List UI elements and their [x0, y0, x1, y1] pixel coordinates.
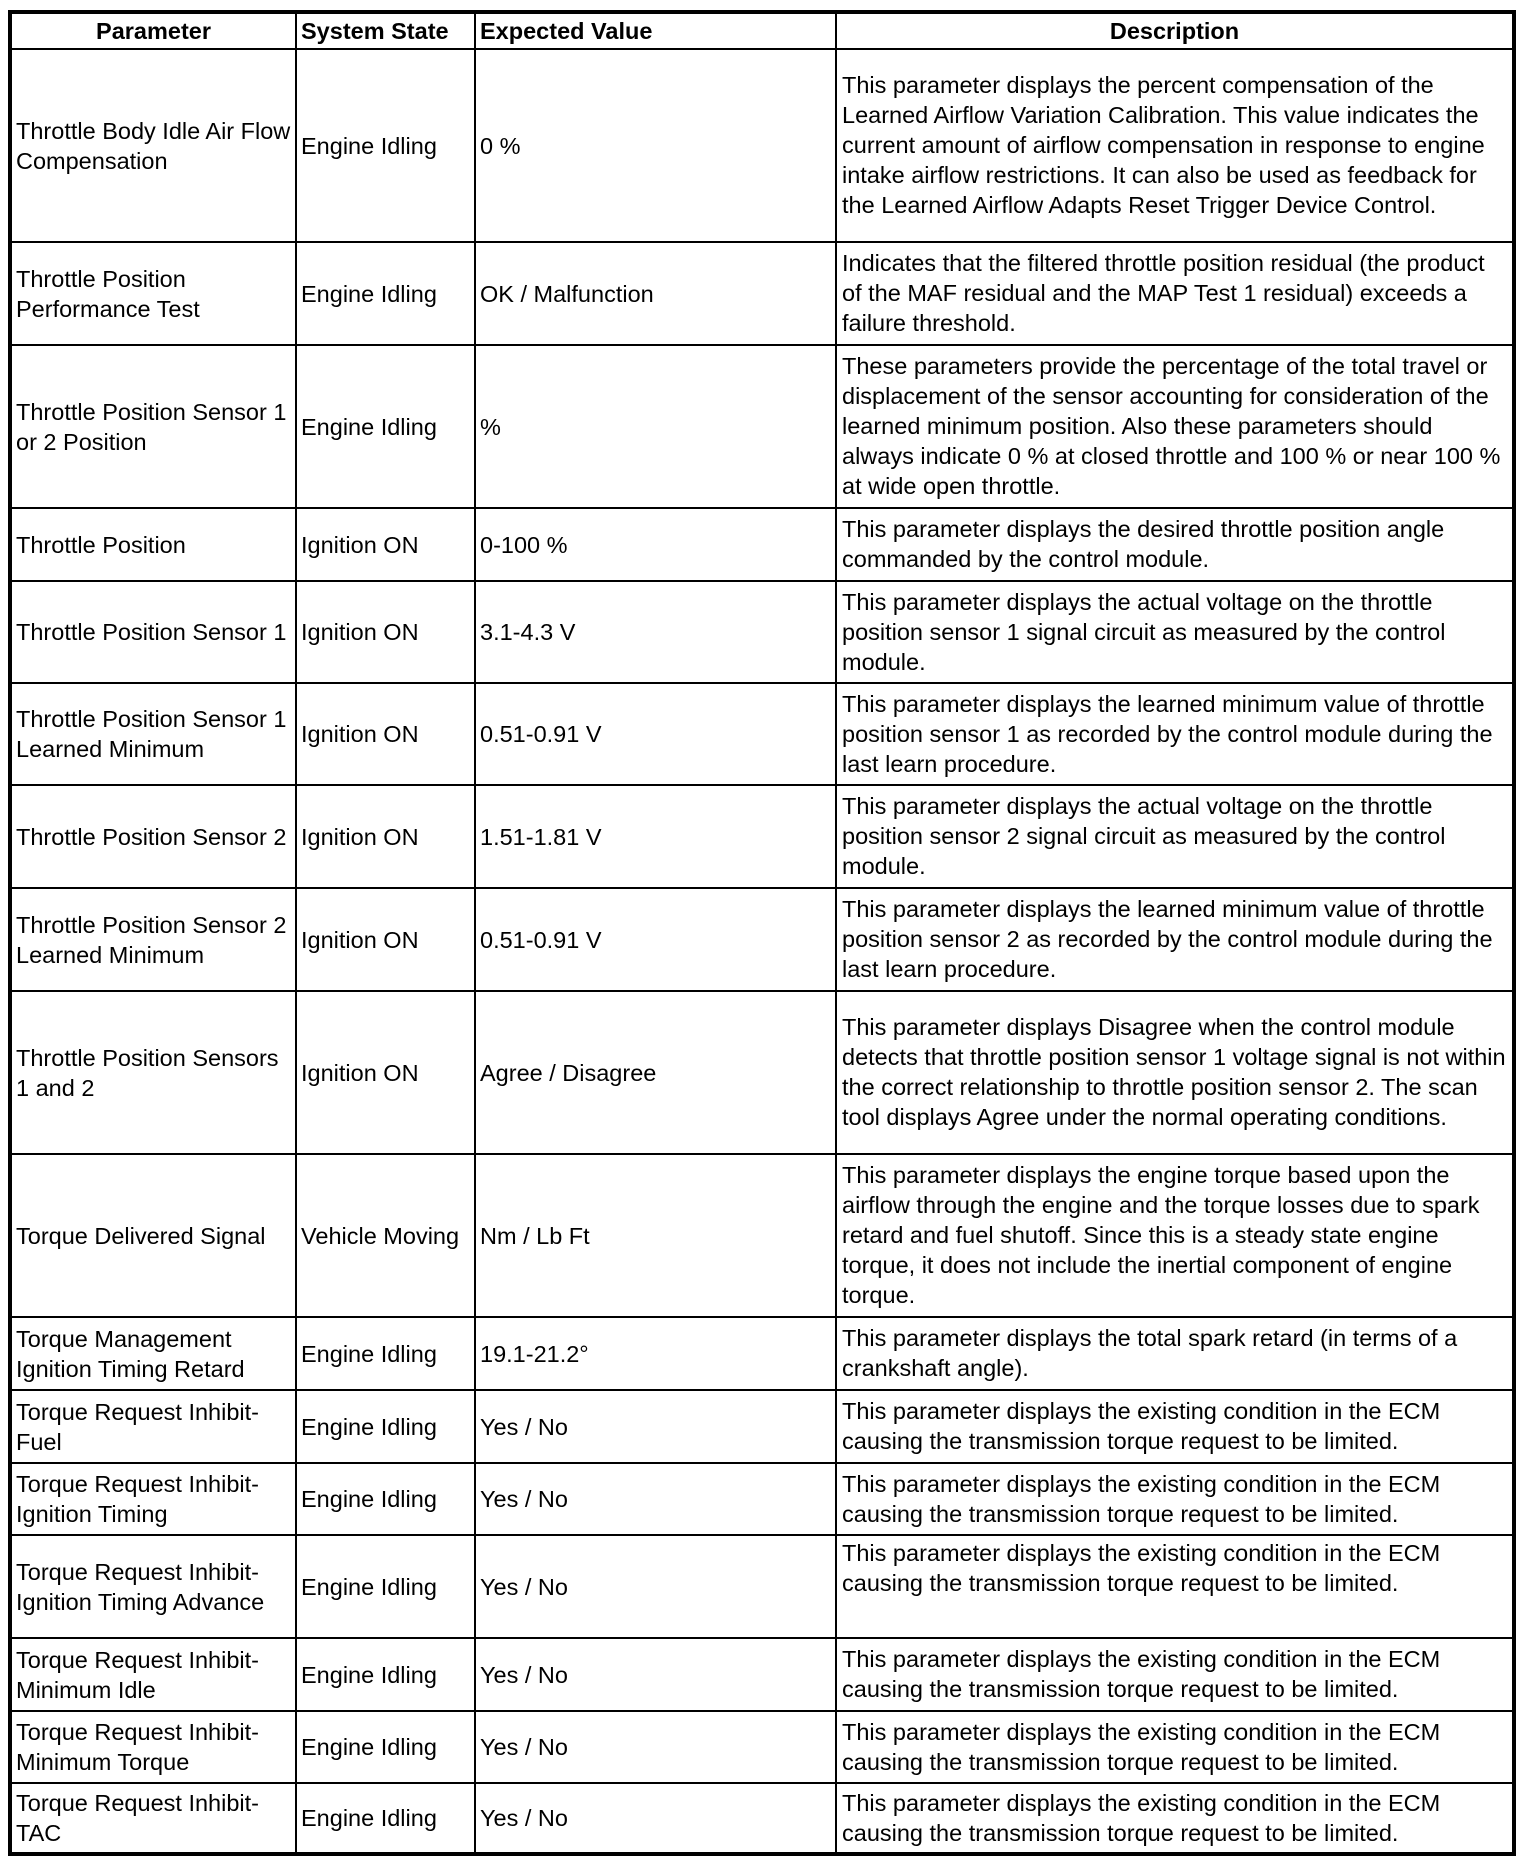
- table-row: [10, 991, 1514, 1154]
- parameter-table: [8, 10, 1516, 1856]
- expected-value-cell: 3.1-4.3 V: [475, 581, 836, 683]
- system-state-cell: Engine Idling: [296, 1317, 475, 1390]
- parameter-cell: Torque Request Inhibit-TAC: [10, 1783, 296, 1854]
- expected-value-cell: 0.51-0.91 V: [475, 888, 836, 991]
- description-cell: Indicates that the filtered throttle position residual (the product of the MAF residual and the MAP Test 1 residual) exceeds a failure threshold.: [836, 242, 1514, 345]
- parameter-cell: Torque Request Inhibit-Minimum Torque: [10, 1711, 296, 1783]
- system-state-cell: Ignition ON: [296, 508, 475, 581]
- parameter-cell: Torque Request Inhibit-Fuel: [10, 1390, 296, 1463]
- parameter-cell: Torque Management Ignition Timing Retard: [10, 1317, 296, 1390]
- table-row: [10, 49, 1514, 242]
- parameter-cell: Throttle Position: [10, 508, 296, 581]
- header-system-state: System State: [296, 12, 475, 49]
- description-cell: This parameter displays the percent compensation of the Learned Airflow Variation Calibration. This value indicates the current amount of airflow compensation in response to engine intake airflow restrictions. It can also be used as feedback for the Learned Airflow Adapts Reset Trigger Device Control.: [836, 49, 1514, 242]
- expected-value-cell: 0.51-0.91 V: [475, 683, 836, 785]
- table-row: [10, 888, 1514, 991]
- table-row: [10, 508, 1514, 581]
- system-state-cell: Ignition ON: [296, 683, 475, 785]
- parameter-cell: Torque Request Inhibit-Ignition Timing Advance: [10, 1535, 296, 1638]
- expected-value-cell: Yes / No: [475, 1783, 836, 1854]
- system-state-cell: Engine Idling: [296, 1638, 475, 1711]
- system-state-cell: Engine Idling: [296, 242, 475, 345]
- table-row: [10, 683, 1514, 785]
- expected-value-cell: 1.51-1.81 V: [475, 785, 836, 888]
- header-parameter: Parameter: [10, 12, 296, 49]
- header-description: Description: [836, 12, 1514, 49]
- table-body: [10, 49, 1514, 1854]
- table-row: [10, 1535, 1514, 1638]
- expected-value-cell: 0 %: [475, 49, 836, 242]
- description-cell: This parameter displays the existing condition in the ECM causing the transmission torque request to be limited.: [836, 1638, 1514, 1711]
- description-cell: This parameter displays the existing condition in the ECM causing the transmission torque request to be limited.: [836, 1463, 1514, 1535]
- parameter-cell: Torque Delivered Signal: [10, 1154, 296, 1317]
- parameter-cell: Throttle Position Sensor 2: [10, 785, 296, 888]
- system-state-cell: Engine Idling: [296, 49, 475, 242]
- parameter-cell: Torque Request Inhibit-Ignition Timing: [10, 1463, 296, 1535]
- table-row: [10, 1638, 1514, 1711]
- system-state-cell: Engine Idling: [296, 1463, 475, 1535]
- description-cell: This parameter displays the actual voltage on the throttle position sensor 2 signal circuit as measured by the control module.: [836, 785, 1514, 888]
- expected-value-cell: 19.1-21.2°: [475, 1317, 836, 1390]
- description-cell: This parameter displays the learned minimum value of throttle position sensor 2 as recorded by the control module during the last learn procedure.: [836, 888, 1514, 991]
- parameter-cell: Throttle Body Idle Air Flow Compensation: [10, 49, 296, 242]
- table-row: [10, 1711, 1514, 1783]
- description-cell: This parameter displays the actual voltage on the throttle position sensor 1 signal circuit as measured by the control module.: [836, 581, 1514, 683]
- table-row: [10, 1463, 1514, 1535]
- parameter-cell: Torque Request Inhibit-Minimum Idle: [10, 1638, 296, 1711]
- description-cell: This parameter displays Disagree when the control module detects that throttle position sensor 1 voltage signal is not within the correct relationship to throttle position sensor 2. The scan tool displays Agree under the normal operating conditions.: [836, 991, 1514, 1154]
- description-cell: This parameter displays the existing condition in the ECM causing the transmission torque request to be limited.: [836, 1535, 1514, 1638]
- parameter-cell: Throttle Position Performance Test: [10, 242, 296, 345]
- expected-value-cell: Yes / No: [475, 1463, 836, 1535]
- table-row: [10, 581, 1514, 683]
- table-row: [10, 1154, 1514, 1317]
- expected-value-cell: Yes / No: [475, 1390, 836, 1463]
- table-row: [10, 345, 1514, 508]
- parameter-cell: Throttle Position Sensor 1 Learned Minimum: [10, 683, 296, 785]
- expected-value-cell: Nm / Lb Ft: [475, 1154, 836, 1317]
- description-cell: This parameter displays the total spark retard (in terms of a crankshaft angle).: [836, 1317, 1514, 1390]
- expected-value-cell: Yes / No: [475, 1638, 836, 1711]
- system-state-cell: Engine Idling: [296, 1783, 475, 1854]
- parameter-cell: Throttle Position Sensor 1 or 2 Position: [10, 345, 296, 508]
- parameter-cell: Throttle Position Sensors 1 and 2: [10, 991, 296, 1154]
- description-cell: This parameter displays the existing condition in the ECM causing the transmission torque request to be limited.: [836, 1711, 1514, 1783]
- system-state-cell: Ignition ON: [296, 991, 475, 1154]
- description-cell: This parameter displays the existing condition in the ECM causing the transmission torque request to be limited.: [836, 1390, 1514, 1463]
- table-row: [10, 242, 1514, 345]
- table-row: [10, 1390, 1514, 1463]
- table-row: [10, 785, 1514, 888]
- description-cell: This parameter displays the engine torque based upon the airflow through the engine and the torque losses due to spark retard and fuel shutoff. Since this is a steady state engine torque, it does not include the inertial component of engine torque.: [836, 1154, 1514, 1317]
- expected-value-cell: Yes / No: [475, 1711, 836, 1783]
- table-row: [10, 1317, 1514, 1390]
- header-expected-value: Expected Value: [475, 12, 836, 49]
- system-state-cell: Engine Idling: [296, 1535, 475, 1638]
- system-state-cell: Ignition ON: [296, 888, 475, 991]
- table-header-row: [10, 12, 1514, 49]
- description-cell: This parameter displays the learned minimum value of throttle position sensor 1 as recorded by the control module during the last learn procedure.: [836, 683, 1514, 785]
- description-cell: These parameters provide the percentage of the total travel or displacement of the sensor accounting for consideration of the learned minimum position. Also these parameters should always indicate 0 % at closed throttle and 100 % or near 100 % at wide open throttle.: [836, 345, 1514, 508]
- expected-value-cell: 0-100 %: [475, 508, 836, 581]
- system-state-cell: Engine Idling: [296, 1711, 475, 1783]
- system-state-cell: Vehicle Moving: [296, 1154, 475, 1317]
- expected-value-cell: %: [475, 345, 836, 508]
- expected-value-cell: Agree / Disagree: [475, 991, 836, 1154]
- expected-value-cell: OK / Malfunction: [475, 242, 836, 345]
- system-state-cell: Ignition ON: [296, 785, 475, 888]
- description-cell: This parameter displays the existing condition in the ECM causing the transmission torque request to be limited.: [836, 1783, 1514, 1854]
- system-state-cell: Engine Idling: [296, 1390, 475, 1463]
- parameter-cell: Throttle Position Sensor 1: [10, 581, 296, 683]
- description-cell: This parameter displays the desired throttle position angle commanded by the control module.: [836, 508, 1514, 581]
- system-state-cell: Engine Idling: [296, 345, 475, 508]
- expected-value-cell: Yes / No: [475, 1535, 836, 1638]
- system-state-cell: Ignition ON: [296, 581, 475, 683]
- table-row: [10, 1783, 1514, 1854]
- parameter-cell: Throttle Position Sensor 2 Learned Minimum: [10, 888, 296, 991]
